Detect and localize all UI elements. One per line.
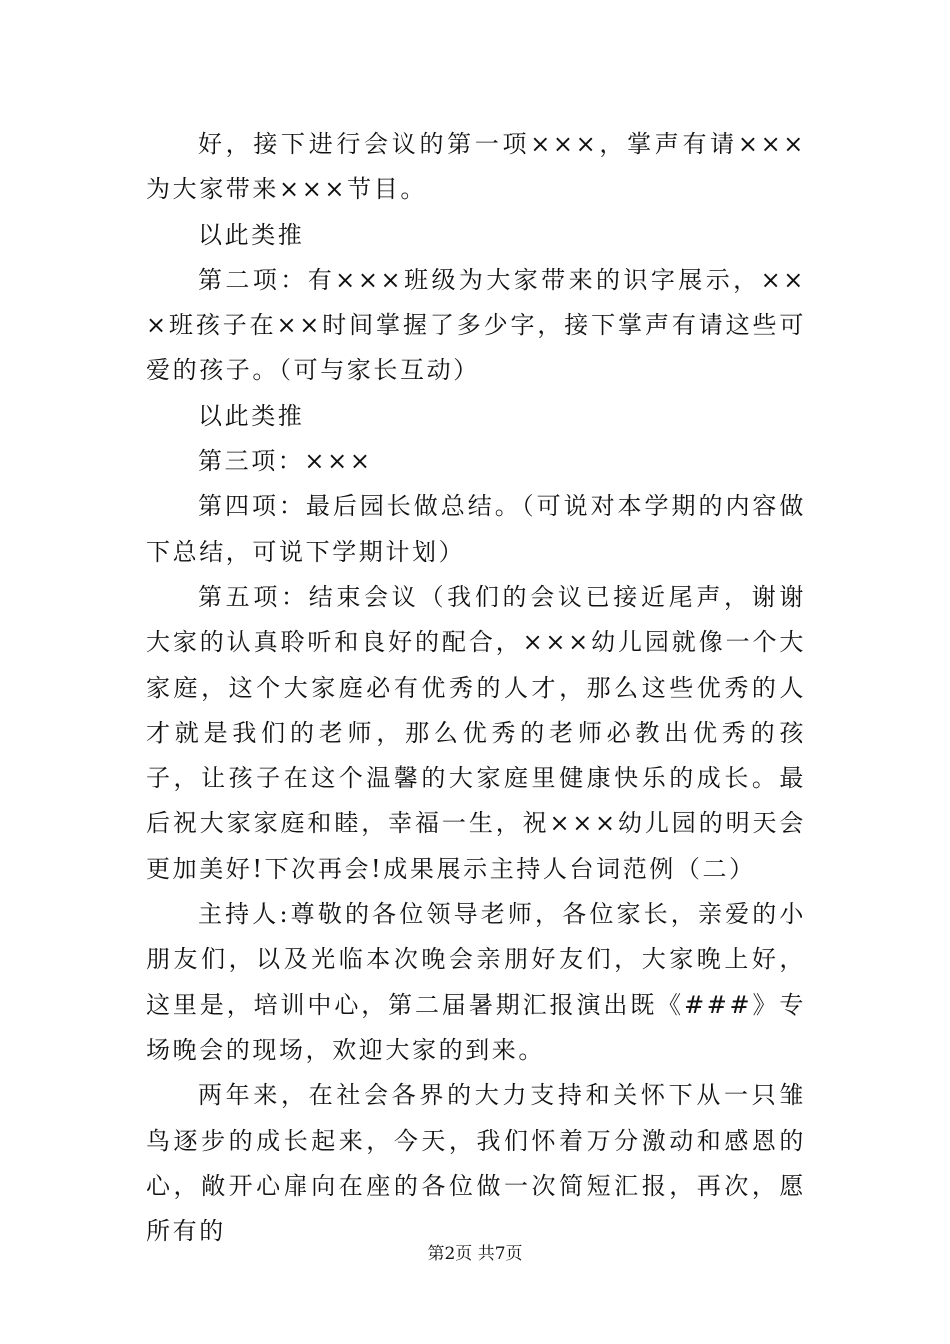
paragraph: 两年来，在社会各界的大力支持和关怀下从一只雏鸟逐步的成长起来，今天，我们怀着万分激动和感恩的心，敞开心扉向在座的各位做一次简短汇报，再次，愿所有的 xyxy=(146,1081,806,1246)
paragraph: 第五项：结束会议（我们的会议已接近尾声，谢谢大家的认真聆听和良好的配合，×××幼儿园就像一个大家庭，这个大家庭必有优秀的人才，那么这些优秀的人才就是我们的老师，那么优秀的老师必教出优秀的孩子，让孩子在这个温馨的大家庭里健康快乐的成长。最后祝大家家庭和睦，幸福一生，祝×××幼儿园的明天会更加美好!下次再会!成果展示主持人台词范例（二） xyxy=(146,582,806,883)
paragraph: 第二项：有×××班级为大家带来的识字展示，×××班孩子在××时间掌握了多少字，接下掌声有请这些可爱的孩子。（可与家长互动） xyxy=(146,265,806,385)
paragraph: 第四项：最后园长做总结。（可说对本学期的内容做下总结，可说下学期计划） xyxy=(146,492,806,566)
document-body xyxy=(146,122,806,1254)
paragraph: 好，接下进行会议的第一项×××，掌声有请×××为大家带来×××节目。 xyxy=(146,130,806,204)
paragraph: 主持人:尊敬的各位领导老师，各位家长，亲爱的小朋友们，以及光临本次晚会亲朋好友们，大家晚上好，这里是，培训中心，第二届暑期汇报演出既《###》专场晚会的现场，欢迎大家的到来。 xyxy=(146,900,806,1064)
paragraph: 以此类推 xyxy=(198,401,305,430)
paragraph: 第三项：××× xyxy=(198,447,373,476)
page-number-footer: 第2页 共7页 xyxy=(427,1244,523,1264)
paragraph: 以此类推 xyxy=(198,220,305,249)
